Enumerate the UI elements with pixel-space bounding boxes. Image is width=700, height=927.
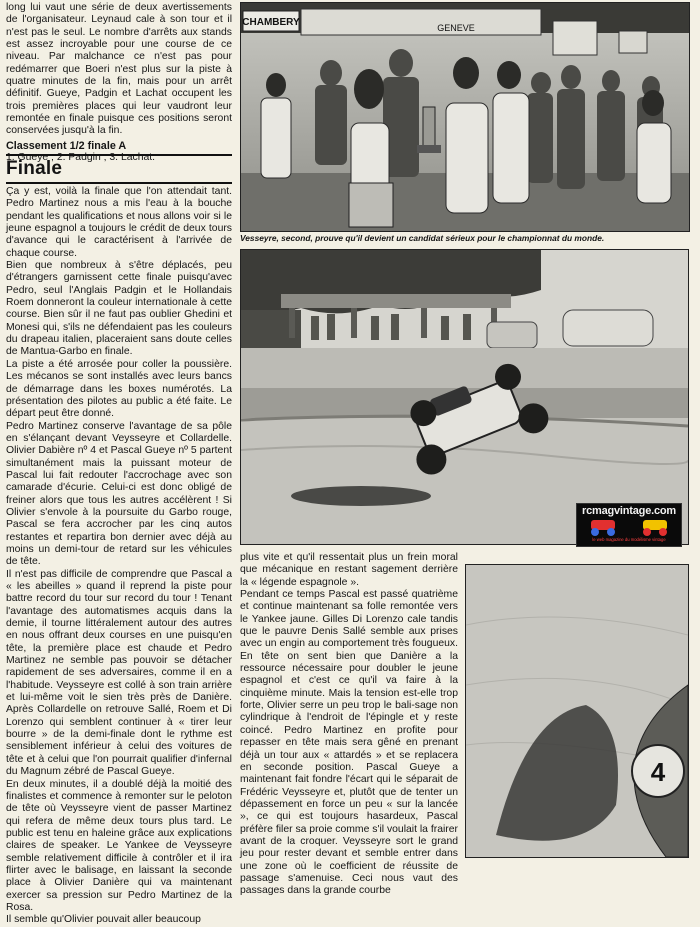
left-article-column: [6, 186, 232, 927]
podium-photo-caption: Vesseyre, second, prouve qu'il devient un candidat sérieux pour le championnat du monde.: [240, 233, 605, 243]
article-paragraph: Il n'est pas difficile de comprendre que Pascal a « les abeilles » quand il reprend la piste pour battre record du tour sur record du tour ! Tenant l'avantage des automatismes acquis dans la demie, il tourne littéralement autour des autres en nous offrant deux courses en une puisqu'en tête, la première place est chaude et Pedro Martinez ne semble pas pouvoir se détacher rapidement de ses adversaires, comme il en a l'habitude. Veysseyre est collé à son train arrière et lui-même voit le sien très près de Danière. Après Collardelle on retrouve Sallé, Roem et Di Lorenzo qui semblent continuer à « tirer leur bourre » de la demi-finale dont le rythme est sensiblement inférieur à celui des voitures de tête et à celui que l'on pourrait qualifier d'infernal du Magnum zébré de Pascal Gueye.: [6, 568, 232, 778]
middle-article-column: [240, 552, 458, 898]
jumping-buggy-drawing: [241, 250, 688, 544]
intro-paragraph: long lui vaut une série de deux avertissements de l'organisateur. Leynaud cale à son tour et il n'est pas le seul. Le nombre d'arrêts aux stands est assez incroyable pour une course de ce niveau. Par malchance ce n'est pas pour redémarrer que Boeri n'est plus sur la piste à quatre minutes de la fin, mais pour un arrêt définitif. Gueye, Padgin et Lachat occupent les trois premières places qui leur vaudront leur remontée en finale puisque ces positions seront conservées jusqu'à la fin.: [6, 2, 232, 137]
article-paragraph: Ça y est, voilà la finale que l'on attendait tant. Pedro Martinez nous a mis l'eau à la bouche pendant les qualifications et nous allons voir si le jeune espagnol a toujours le crédit de deux tours d'avance qui le caractérisent à l'arrivée de chaque course.: [6, 186, 232, 259]
article-paragraph: Pedro Martinez conserve l'avantage de sa pôle en s'élançant devant Veysseyre et Collardelle. Olivier Dabière nº 4 et Pascal Gueye nº 5 partent simultanément mais la puissant moteur de Pascal lui fait redouter l'accrochage avec son camarade d'écurie. Celui-ci est donc obligé de freiner alors que tous les autres accélèrent ! Si Olivier s'envole à la poursuite du Garbo rouge, Pascal se fera accrocher par les cinq autos restantes et repartira bon dernier avec déjà au moins un demi-tour de retard sur les véhicules de tête.: [6, 420, 232, 568]
article-paragraph: Bien que nombreux à s'être déplacés, peu d'étrangers garnissent cette finale puisqu'avec Pedro, seul l'Anglais Padgin et le Hollandais Roem donneront la couleur internationale à cette course. Bien sûr il ne faut pas oublier Ghedini et Monesi qui, s'ils ne défendaient pas les couleurs du drapeau italien, placeraient sans doute celles de Mantua-Garbo en finale.: [6, 260, 232, 358]
article-paragraph: Il semble qu'Olivier pouvait aller beaucoup: [6, 914, 201, 926]
rcmagvintage-watermark: [576, 503, 682, 547]
car-closeup-photo: [465, 564, 689, 858]
car-number: 4: [650, 757, 666, 787]
section-title: Finale: [6, 158, 63, 179]
article-paragraph: En deux minutes, il a doublé déjà la moitié des finalistes et commence à remonter sur le peloton de tête où Veysseyre vient de passer Martinez qui refera de même deux tours plus tard. Le public est tenu en haleine grâce aux explications claires de speaker. Le Yankee de Veysseyre semble relativement difficile à contrôler et il ira flirter avec le balisage, en laissant la seconde place à Olivier Danière qui va maintenant exercer sa pression sur Pedro Martinez de la Rosa.: [6, 778, 232, 913]
car-closeup-drawing: [466, 565, 688, 857]
watermark-title: rcmagvintage.com: [581, 505, 676, 517]
classement-title: Classement 1/2 finale A: [6, 139, 127, 152]
section-heading-box: [6, 154, 232, 184]
watermark-subtitle: le web magazine du modélisme vintage: [592, 537, 666, 542]
jumping-buggy-photo: [240, 249, 689, 545]
podium-photo: [240, 2, 690, 232]
classement-results: 1. Gueye ; 2. Padgin ; 3. Lachat.: [6, 152, 156, 164]
banner-chambery: CHAMBERY: [242, 17, 300, 28]
article-paragraph: Pendant ce temps Pascal est passé quatrième et continue maintenant sa folle remontée vers le Yankee jaune. Gilles Di Lorenzo cale tandis que le pauvre Denis Sallé semble aux prises avec un engin au comportement très fougueux. En tête on sent bien que Danière a la ressource nécessaire pour doubler le jeune espagnol et c'est ce qu'il va faire à la cinquième minute. Mais la tension est-elle trop forte, Olivier serre un peu trop le bali-sage non cylindrique à l'endroit de l'épingle et y reste coincé. Pedro Martinez en profite pour repasser en tête mais sera gêné en prenant déjà un tour aux « attardés » et se replacera en seconde position. Pascal Gueye a maintenant fait fondre l'écart qui le séparait de Frédéric Veysseyre et, plutôt que de tenter un dépassement en force un peu « sur la lancée », ce qui est toujours hasardeux, Pascal préfère filer sa proie comme s'il voulait la frairer avant de la croquer. Veysseyre sort le grand jeu pour rester devant et semble entrer dans une zone où le coefficient de réussite de passage s'amenuise. Ceci nous vaut des passages dans la grande courbe: [240, 589, 458, 897]
podium-photo-drawing: [241, 3, 689, 231]
article-paragraph: La piste a été arrosée pour coller la poussière. Les mécanos se sont installés avec leurs bancs de démarrage dans les boxes numérotés. La présentation des pilotes au public a été faite. Le départ peut être donné.: [6, 358, 232, 420]
banner-geneve: GENEVE: [437, 23, 475, 33]
intro-column: [6, 2, 232, 168]
article-paragraph: plus vite et qu'il ressentait plus un frein moral que mécanique en restant sagement derrière la « légende espagnole ».: [240, 552, 458, 588]
